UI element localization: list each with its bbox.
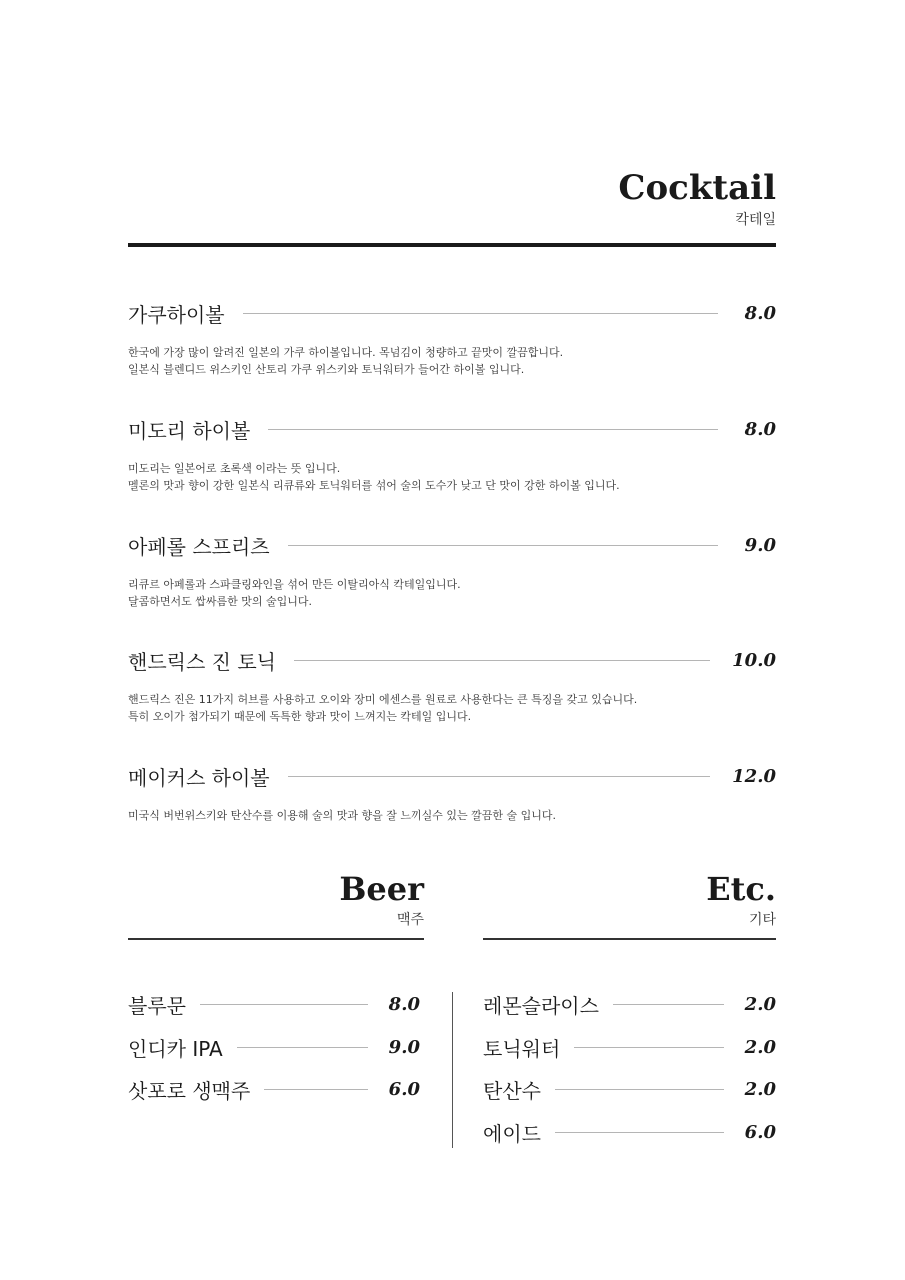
etc-item bbox=[483, 990, 776, 1018]
item-name: 레몬슬라이스 bbox=[483, 993, 599, 1018]
beer-divider bbox=[128, 938, 424, 940]
etc-item bbox=[483, 1033, 776, 1061]
cocktail-item bbox=[128, 530, 776, 610]
desc-line: 리큐르 아페롤과 스파클링와인을 섞어 만든 이탈리아식 칵테일입니다. bbox=[128, 578, 461, 591]
item-price: 10.0 bbox=[732, 649, 776, 671]
item-description bbox=[128, 460, 776, 494]
etc-title: Etc. bbox=[706, 870, 776, 908]
item-name: 인디카 IPA bbox=[128, 1036, 223, 1061]
dotted-leader bbox=[237, 1047, 368, 1048]
etc-divider bbox=[483, 938, 776, 940]
column-divider bbox=[452, 992, 453, 1148]
item-price: 8.0 bbox=[744, 418, 776, 440]
item-name: 핸드릭스 진 토닉 bbox=[128, 649, 276, 674]
cocktail-title: Cocktail bbox=[618, 168, 776, 208]
desc-line: 달콤하면서도 쌉싸름한 맛의 술입니다. bbox=[128, 595, 313, 608]
desc-line: 미국식 버번위스키와 탄산수를 이용해 술의 맛과 향을 잘 느끼실수 있는 깔끔한 술 입니다. bbox=[128, 809, 556, 822]
item-name: 미도리 하이볼 bbox=[128, 418, 251, 443]
etc-item bbox=[483, 1118, 776, 1146]
item-description bbox=[128, 691, 776, 725]
etc-item bbox=[483, 1075, 776, 1103]
desc-line: 일본식 블렌디드 위스키인 산토리 가쿠 위스키와 토닉워터가 들어간 하이볼 입니다. bbox=[128, 363, 525, 376]
item-price: 12.0 bbox=[732, 765, 776, 787]
dotted-leader bbox=[288, 776, 711, 777]
item-name: 삿포로 생맥주 bbox=[128, 1078, 251, 1103]
item-description bbox=[128, 807, 776, 824]
etc-subtitle: 기타 bbox=[748, 912, 776, 928]
dotted-leader bbox=[555, 1089, 724, 1090]
dotted-leader bbox=[294, 660, 710, 661]
desc-line: 멜론의 맛과 향이 강한 일본식 리큐류와 토닉워터를 섞어 술의 도수가 낮고 단 맛이 강한 하이볼 입니다. bbox=[128, 479, 620, 492]
dotted-leader bbox=[243, 313, 718, 314]
dotted-leader bbox=[200, 1004, 368, 1005]
dotted-leader bbox=[268, 429, 718, 430]
desc-line: 특히 오이가 첨가되기 때문에 독특한 향과 맛이 느껴지는 칵테일 입니다. bbox=[128, 710, 472, 723]
cocktail-item bbox=[128, 761, 776, 824]
cocktail-item bbox=[128, 414, 776, 494]
item-price: 6.0 bbox=[388, 1078, 420, 1100]
item-name: 탄산수 bbox=[483, 1078, 541, 1103]
item-description bbox=[128, 576, 776, 610]
item-price: 2.0 bbox=[744, 1036, 776, 1058]
beer-item bbox=[128, 990, 420, 1018]
dotted-leader bbox=[264, 1089, 368, 1090]
item-price: 8.0 bbox=[388, 993, 420, 1015]
item-name: 블루문 bbox=[128, 993, 186, 1018]
desc-line: 미도리는 일본어로 초록색 이라는 뜻 입니다. bbox=[128, 462, 341, 475]
desc-line: 핸드릭스 진은 11가지 허브를 사용하고 오이와 장미 에센스를 원료로 사용한다는 큰 특징을 갖고 있습니다. bbox=[128, 693, 638, 706]
dotted-leader bbox=[288, 545, 718, 546]
dotted-leader bbox=[574, 1047, 724, 1048]
dotted-leader bbox=[613, 1004, 724, 1005]
item-name: 아페롤 스프리츠 bbox=[128, 534, 270, 559]
cocktail-item bbox=[128, 298, 776, 378]
dotted-leader bbox=[555, 1132, 724, 1133]
item-price: 9.0 bbox=[744, 534, 776, 556]
item-name: 에이드 bbox=[483, 1121, 541, 1146]
item-price: 6.0 bbox=[744, 1121, 776, 1143]
beer-item bbox=[128, 1075, 420, 1103]
desc-line: 한국에 가장 많이 알려진 일본의 가쿠 하이볼입니다. 목넘김이 청량하고 끝맛이 깔끔합니다. bbox=[128, 346, 564, 359]
beer-subtitle: 맥주 bbox=[396, 912, 424, 928]
cocktail-section-header bbox=[128, 168, 776, 230]
item-price: 9.0 bbox=[388, 1036, 420, 1058]
cocktail-subtitle: 칵테일 bbox=[735, 212, 776, 228]
item-price: 2.0 bbox=[744, 1078, 776, 1100]
beer-title: Beer bbox=[339, 870, 424, 908]
cocktail-divider bbox=[128, 243, 776, 247]
beer-section-header bbox=[128, 870, 424, 930]
item-price: 2.0 bbox=[744, 993, 776, 1015]
cocktail-item bbox=[128, 645, 776, 725]
beer-item bbox=[128, 1033, 420, 1061]
item-price: 8.0 bbox=[744, 302, 776, 324]
item-name: 가쿠하이볼 bbox=[128, 302, 225, 327]
etc-section-header bbox=[483, 870, 776, 930]
item-description bbox=[128, 344, 776, 378]
item-name: 메이커스 하이볼 bbox=[128, 765, 270, 790]
item-name: 토닉워터 bbox=[483, 1036, 561, 1061]
